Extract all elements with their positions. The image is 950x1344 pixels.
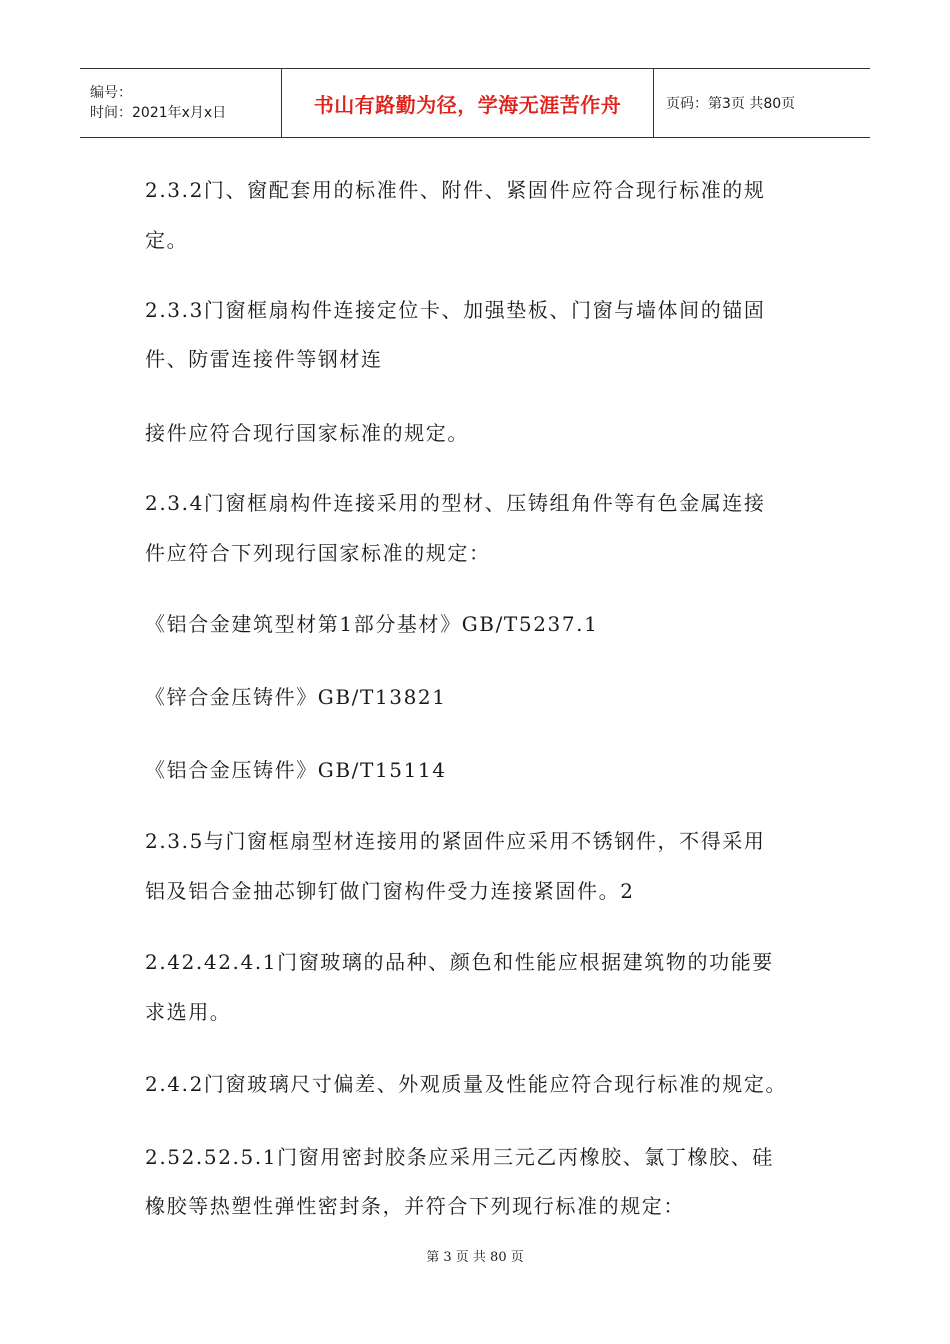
document-time-label: 时间：2021年x月x日 xyxy=(90,105,227,121)
body-line: 2.42.42.4.1门窗玻璃的品种、颜色和性能应根据建筑物的功能要 xyxy=(145,950,774,974)
header-page-info: 页码：第3页 共80页 xyxy=(666,96,796,112)
header-motto: 书山有路勤为径，学海无涯苦作舟 xyxy=(313,92,622,117)
body-line: 2.3.3门窗框扇构件连接定位卡、加强垫板、门窗与墙体间的锚固 xyxy=(145,298,766,322)
body-line: 2.52.52.5.1门窗用密封胶条应采用三元乙丙橡胶、氯丁橡胶、硅 xyxy=(145,1145,774,1169)
standard-reference: 《铝合金建筑型材第1部分基材》GB/T5237.1 xyxy=(145,612,599,636)
document-number-label: 编号： xyxy=(90,85,132,101)
body-line: 定。 xyxy=(145,228,189,252)
body-line: 橡胶等热塑性弹性密封条，并符合下列现行标准的规定： xyxy=(145,1194,685,1218)
body-line: 2.4.2门窗玻璃尺寸偏差、外观质量及性能应符合现行标准的规定。 xyxy=(145,1072,788,1096)
body-line: 铝及铝合金抽芯铆钉做门窗构件受力连接紧固件。2 xyxy=(145,879,635,903)
body-line: 件应符合下列现行国家标准的规定： xyxy=(145,541,491,565)
standard-reference: 《铝合金压铸件》GB/T15114 xyxy=(145,758,447,782)
standard-reference: 《锌合金压铸件》GB/T13821 xyxy=(145,685,447,709)
header-motto-cell xyxy=(282,69,654,137)
page-header xyxy=(80,68,870,138)
body-line: 2.3.2门、窗配套用的标准件、附件、紧固件应符合现行标准的规 xyxy=(145,178,766,202)
body-line: 求选用。 xyxy=(145,1000,232,1024)
body-line: 件、防雷连接件等钢材连 xyxy=(145,347,383,371)
header-meta xyxy=(80,69,282,137)
body-line: 接件应符合现行国家标准的规定。 xyxy=(145,421,469,445)
header-page-cell xyxy=(654,69,870,137)
body-line: 2.3.5与门窗框扇型材连接用的紧固件应采用不锈钢件，不得采用 xyxy=(145,829,766,853)
body-line: 2.3.4门窗框扇构件连接采用的型材、压铸组角件等有色金属连接 xyxy=(145,491,766,515)
page-footer: 第 3 页 共 80 页 xyxy=(426,1250,524,1265)
